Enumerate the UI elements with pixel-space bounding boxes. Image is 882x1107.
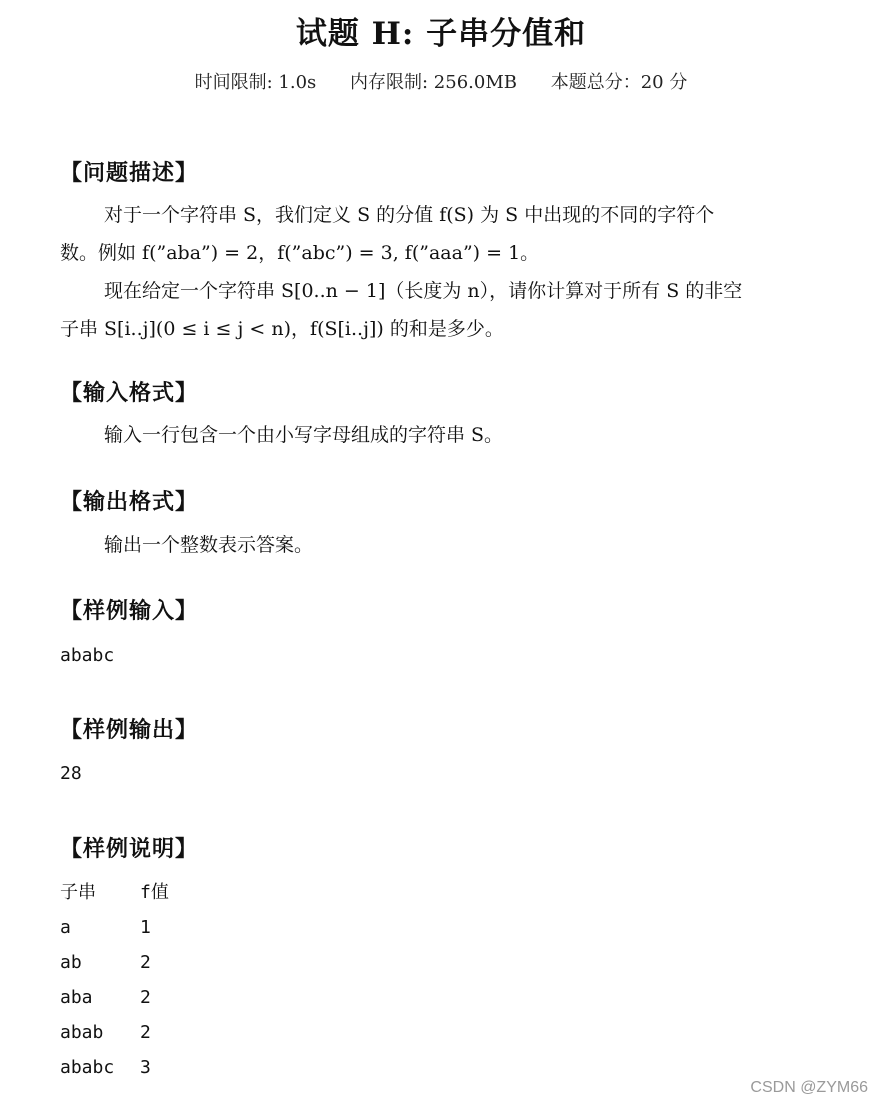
problem-title: 试题 H: 子串分值和 bbox=[295, 16, 587, 52]
table-row bbox=[60, 910, 169, 945]
section-sample-output-heading: 【样例输出】 bbox=[60, 718, 199, 743]
f-value-cell: 2 bbox=[140, 1022, 151, 1043]
header-f-value: f值 bbox=[140, 882, 169, 903]
explanation-table bbox=[60, 875, 169, 1085]
section-sample-input-heading: 【样例输入】 bbox=[60, 599, 199, 624]
output-description: 输出一个整数表示答案。 bbox=[104, 534, 314, 556]
substring-cell: ab bbox=[60, 952, 82, 973]
input-description: 输入一行包含一个由小写字母组成的字符串 S。 bbox=[104, 424, 504, 446]
substring-cell: abab bbox=[60, 1022, 104, 1043]
substring-cell: aba bbox=[60, 987, 93, 1008]
header-substring: 子串 bbox=[60, 882, 96, 903]
watermark: CSDN @ZYM66 bbox=[750, 1079, 868, 1096]
problem-description bbox=[60, 196, 840, 348]
section-input-heading: 【输入格式】 bbox=[60, 381, 199, 406]
time-limit: 时间限制: 1.0s bbox=[194, 72, 317, 93]
f-value-cell: 1 bbox=[140, 917, 151, 938]
problem-line-4: 子串 S[i..j](0 ≤ i ≤ j < n)，f(S[i..j]) 的和是多少。 bbox=[60, 318, 504, 340]
total-score: 本题总分：20 分 bbox=[550, 72, 688, 93]
section-output-heading: 【输出格式】 bbox=[60, 490, 199, 515]
substring-cell: ababc bbox=[60, 1057, 115, 1078]
section-explanation-heading: 【样例说明】 bbox=[60, 837, 199, 862]
table-row bbox=[60, 1050, 169, 1085]
problem-line-2: 数。例如 f(”aba”) = 2，f(”abc”) = 3, f(”aaa”) = 1。 bbox=[60, 242, 540, 264]
table-row bbox=[60, 945, 169, 980]
problem-line-3: 现在给定一个字符串 S[0..n − 1]（长度为 n），请你计算对于所有 S 的非空 bbox=[104, 280, 743, 302]
problem-meta bbox=[0, 68, 882, 94]
table-row bbox=[60, 980, 169, 1015]
table-row bbox=[60, 1015, 169, 1050]
sample-input-value: ababc bbox=[60, 645, 115, 666]
section-problem-heading: 【问题描述】 bbox=[60, 161, 199, 186]
problem-line-1: 对于一个字符串 S，我们定义 S 的分值 f(S) 为 S 中出现的不同的字符个 bbox=[104, 204, 715, 226]
substring-cell: a bbox=[60, 917, 71, 938]
f-value-cell: 3 bbox=[140, 1057, 151, 1078]
f-value-cell: 2 bbox=[140, 987, 151, 1008]
sample-output-value: 28 bbox=[60, 763, 82, 784]
explanation-header-row bbox=[60, 875, 169, 910]
memory-limit: 内存限制: 256.0MB bbox=[350, 72, 517, 93]
f-value-cell: 2 bbox=[140, 952, 151, 973]
